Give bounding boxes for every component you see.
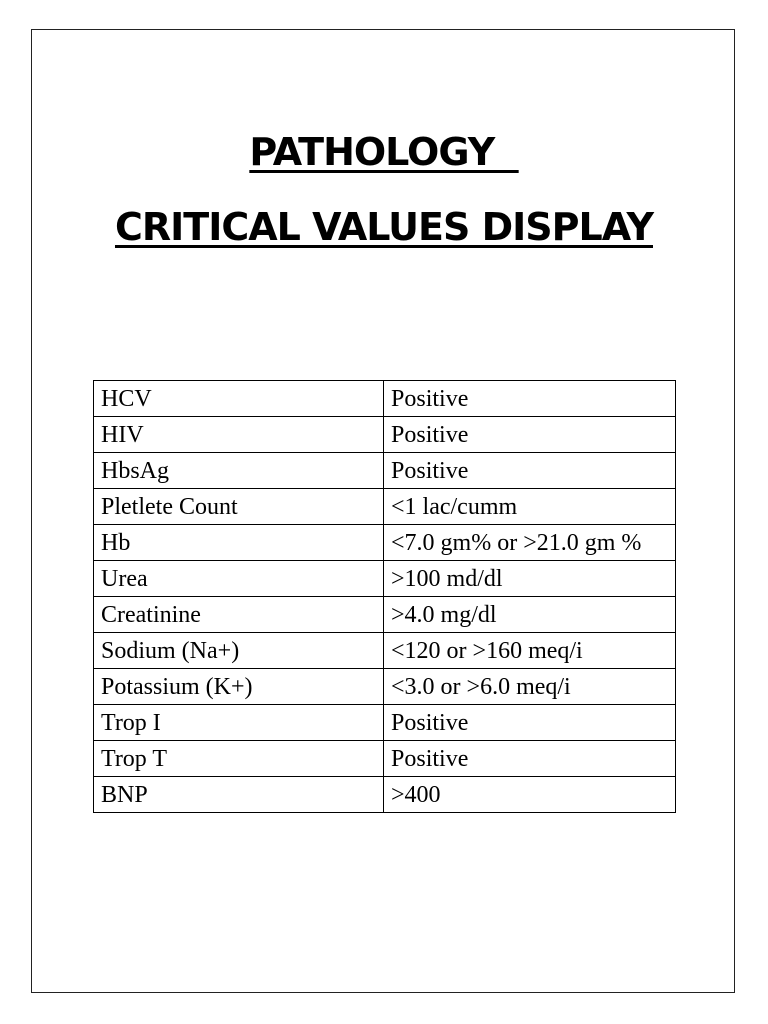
table-row: [94, 381, 676, 417]
test-name-cell: BNP: [94, 777, 384, 813]
critical-value-cell: >400: [384, 777, 676, 813]
critical-value-cell: <120 or >160 meq/i: [384, 633, 676, 669]
test-name-cell: HCV: [94, 381, 384, 417]
critical-value-cell: Positive: [384, 453, 676, 489]
table-row: [94, 705, 676, 741]
table-row: [94, 633, 676, 669]
critical-value-cell: >4.0 mg/dl: [384, 597, 676, 633]
table-row: [94, 417, 676, 453]
table-row: [94, 489, 676, 525]
critical-values-table: [93, 380, 676, 813]
table-row: [94, 525, 676, 561]
test-name-cell: Hb: [94, 525, 384, 561]
table-row: [94, 777, 676, 813]
critical-value-cell: <3.0 or >6.0 meq/i: [384, 669, 676, 705]
table-row: [94, 561, 676, 597]
critical-value-cell: >100 md/dl: [384, 561, 676, 597]
table-row: [94, 453, 676, 489]
test-name-cell: Trop T: [94, 741, 384, 777]
test-name-cell: Trop I: [94, 705, 384, 741]
page-title-critical-values: CRITICAL VALUES DISPLAY: [114, 205, 653, 249]
critical-value-cell: Positive: [384, 381, 676, 417]
critical-value-cell: Positive: [384, 417, 676, 453]
test-name-cell: HbsAg: [94, 453, 384, 489]
critical-value-cell: Positive: [384, 741, 676, 777]
page-title-pathology: PATHOLOGY: [249, 130, 519, 174]
test-name-cell: Sodium (Na+): [94, 633, 384, 669]
table-row: [94, 669, 676, 705]
table-row: [94, 741, 676, 777]
test-name-cell: Potassium (K+): [94, 669, 384, 705]
critical-value-cell: <7.0 gm% or >21.0 gm %: [384, 525, 676, 561]
test-name-cell: Creatinine: [94, 597, 384, 633]
test-name-cell: HIV: [94, 417, 384, 453]
table-row: [94, 597, 676, 633]
critical-value-cell: <1 lac/cumm: [384, 489, 676, 525]
test-name-cell: Urea: [94, 561, 384, 597]
critical-value-cell: Positive: [384, 705, 676, 741]
test-name-cell: Pletlete Count: [94, 489, 384, 525]
